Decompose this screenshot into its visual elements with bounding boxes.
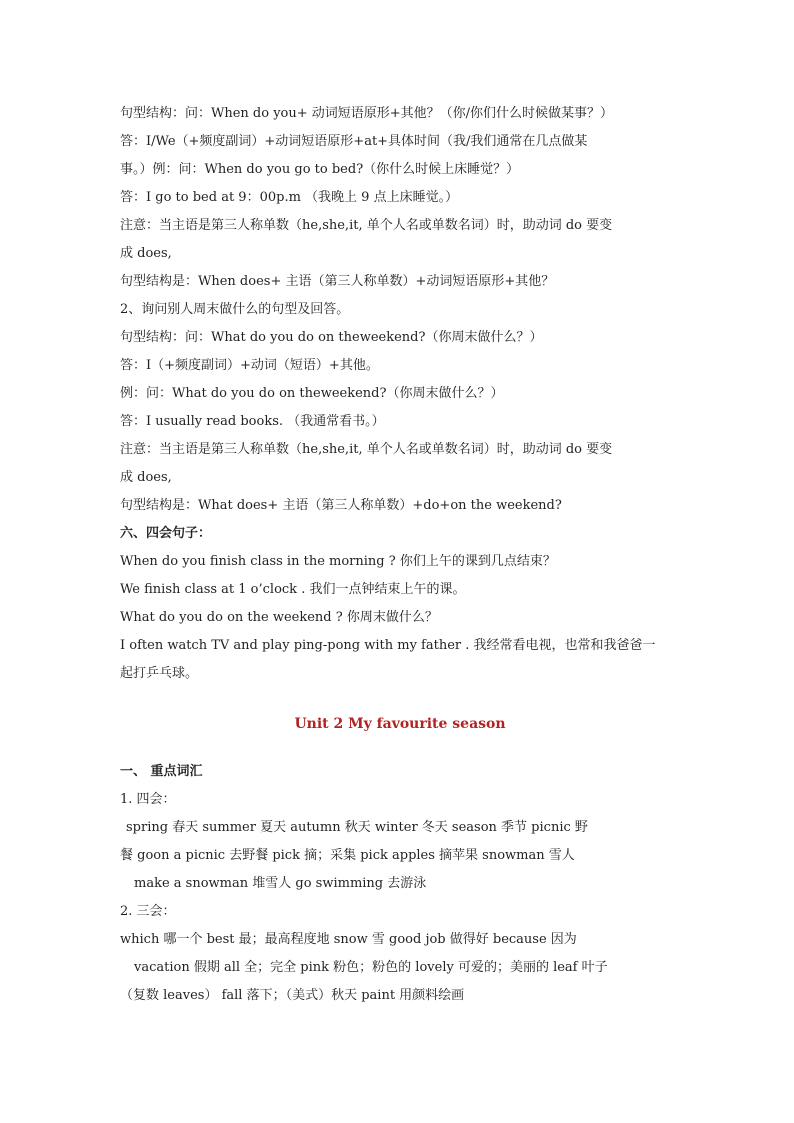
text-line: 句型结构是：What does+ 主语（第三人称单数）+do+on the weekend?	[120, 498, 562, 513]
subsection-label: 2. 三会：	[120, 904, 176, 919]
text-line: 2、询问别人周末做什么的句型及回答。	[120, 302, 350, 317]
text-line: 答：I/We（+频度副词）+动词短语原形+at+具体时间（我/我们通常在几点做某	[120, 134, 588, 149]
sentence-line: 起打乒乓球。	[120, 666, 199, 681]
unit-title: Unit 2 My favourite season	[294, 716, 506, 732]
text-line: 注意：当主语是第三人称单数（he,she,it, 单个人名或单数名词）时，助动词 do 要变	[120, 442, 613, 457]
vocab-line: make a snowman 堆雪人 go swimming 去游泳	[134, 876, 427, 891]
vocab-line: spring 春天 summer 夏天 autumn 秋天 winter 冬天 season 季节 picnic 野	[126, 820, 588, 835]
sentence-line: What do you do on the weekend ? 你周末做什么？	[120, 610, 438, 625]
text-line: 例：问：What do you do on theweekend?（你周末做什么？）	[120, 386, 504, 401]
text-line: 答：I（+频度副词）+动词（短语）+其他。	[120, 358, 379, 373]
text-line: 成 does,	[120, 470, 172, 485]
sentence-line: We finish class at 1 o’clock . 我们一点钟结束上午的课。	[120, 582, 466, 597]
text-line: 句型结构：问：What do you do on theweekend?（你周末做什么？）	[120, 330, 543, 345]
subsection-label: 1. 四会：	[120, 792, 176, 807]
vocab-line: vacation 假期 all 全；完全 pink 粉色；粉色的 lovely 可爱的；美丽的 leaf 叶子	[134, 960, 608, 975]
text-line: 事。）例：问：When do you go to bed?（你什么时候上床睡觉？）	[120, 162, 520, 177]
vocab-line: which 哪一个 best 最；最高程度地 snow 雪 good job 做得好 because 因为	[120, 932, 577, 947]
text-line: 答：I usually read books. （我通常看书。）	[120, 414, 385, 429]
section-heading: 六、四会句子：	[120, 526, 212, 541]
sentence-line: When do you finish class in the morning ? 你们上午的课到几点结束？	[120, 554, 556, 569]
text-line: 句型结构是：When does+ 主语（第三人称单数）+动词短语原形+其他？	[120, 274, 555, 289]
vocab-line: 餐 goon a picnic 去野餐 pick 摘；采集 pick apples 摘苹果 snowman 雪人	[120, 848, 575, 863]
text-line: 答：I go to bed at 9：00p.m （我晚上 9 点上床睡觉。）	[120, 190, 459, 205]
vocab-line: （复数 leaves） fall 落下；（美式）秋天 paint 用颜料绘画	[120, 988, 465, 1003]
section-heading: 一、 重点词汇	[120, 764, 203, 779]
sentence-line: I often watch TV and play ping-pong with my father . 我经常看电视，也常和我爸爸一	[120, 638, 656, 653]
document-content	[120, 100, 680, 1010]
text-line: 句型结构：问：When do you+ 动词短语原形+其他？（你/你们什么时候做某事？）	[120, 106, 614, 121]
text-line: 成 does,	[120, 246, 172, 261]
text-line: 注意：当主语是第三人称单数（he,she,it, 单个人名或单数名词）时，助动词 do 要变	[120, 218, 613, 233]
